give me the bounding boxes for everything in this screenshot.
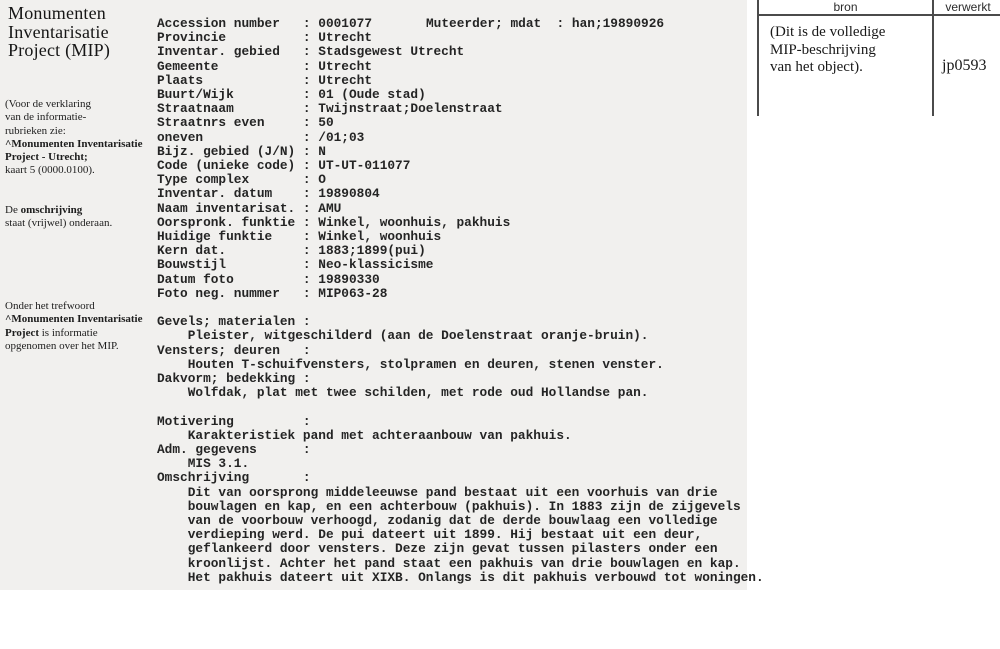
note-line xyxy=(5,98,142,111)
verwerkt-column-header: verwerkt xyxy=(945,0,991,14)
note-line xyxy=(5,164,142,177)
note-text: is informatie xyxy=(39,326,98,339)
record-section xyxy=(157,443,764,471)
section-text-row: bouwlagen en kap, en een achterbouw (pakhuis). In 1883 zijn de zijgevels xyxy=(157,498,741,514)
title-line: Inventarisatie xyxy=(8,21,109,42)
section-label-row: Gevels; materialen : xyxy=(157,314,311,330)
section-text-row: MIS 3.1. xyxy=(157,456,250,472)
field-row: Type complex : O xyxy=(157,172,326,188)
muteerder-field: Muteerder; mdat : han;19890926 xyxy=(426,16,665,31)
section-text-row: kroonlijst. Achter het pand staat een pakhuis van drie bouwlagen en kap. xyxy=(157,555,741,571)
section-text-row: Dit van oorsprong middeleeuwse pand bestaat uit een voorhuis van drie xyxy=(157,484,718,500)
section-label-row: Vensters; deuren : xyxy=(157,342,311,358)
field-row: Huidige funktie : Winkel, woonhuis xyxy=(157,229,442,245)
field-row: Accession number : 0001077 xyxy=(157,16,373,31)
field-row: Inventar. gebied : Stadsgewest Utrecht xyxy=(157,44,465,60)
section-text-row: van de voorbouw verhoogd, zodanig dat de derde bouwlaag een volledige xyxy=(157,513,718,529)
note-line xyxy=(5,300,142,313)
note-text: Project xyxy=(5,326,39,339)
record-section xyxy=(157,315,764,343)
note-text: rubrieken zie: xyxy=(5,124,66,137)
record-section xyxy=(157,344,764,372)
bron-note-line: MIP-beschrijving xyxy=(770,41,876,58)
field-row: Code (unieke code) : UT-UT-011077 xyxy=(157,158,411,174)
record-section xyxy=(157,471,764,585)
field-row: Buurt/Wijk : 01 (Oude stad) xyxy=(157,87,426,103)
note-line xyxy=(5,125,142,138)
field-row: Gemeente : Utrecht xyxy=(157,58,373,74)
note-text: omschrijving xyxy=(20,204,83,216)
note-line xyxy=(5,327,142,340)
section-label-row: Motivering : xyxy=(157,413,311,429)
title-line: Monumenten xyxy=(8,3,106,23)
note-text: ^Monumenten Inventarisatie xyxy=(5,313,143,326)
field-row: Oorspronk. funktie : Winkel, woonhuis, pakhuis xyxy=(157,214,511,230)
sidebar-note-verklaring xyxy=(5,98,142,178)
note-text: (Voor de verklaring xyxy=(5,98,91,110)
field-row: Inventar. datum : 19890804 xyxy=(157,186,380,202)
field-row: Bijz. gebied (J/N) : N xyxy=(157,143,326,159)
sidebar-note-trefwoord xyxy=(5,300,142,353)
section-label-row: Adm. gegevens : xyxy=(157,442,311,458)
section-text-row: geflankeerd door vensters. Deze zijn gevat tussen pilasters onder een xyxy=(157,541,718,557)
field-row: Naam inventarisat. : AMU xyxy=(157,200,342,216)
note-line xyxy=(5,151,142,164)
note-text: Onder het trefwoord xyxy=(5,300,95,312)
note-text: staat (vrijwel) onderaan. xyxy=(5,217,113,230)
table-column-divider xyxy=(932,0,934,116)
mip-record-form xyxy=(157,17,764,585)
note-line xyxy=(5,217,112,230)
note-text: kaart 5 (0000.0100). xyxy=(5,164,95,177)
note-text: ^Monumenten Inventarisatie xyxy=(5,137,143,150)
note-text: van de informatie- xyxy=(5,111,87,124)
sidebar-note-omschrijving xyxy=(5,204,112,231)
record-section xyxy=(157,415,764,443)
note-text: Project - Utrecht; xyxy=(5,151,88,164)
note-line xyxy=(5,313,142,326)
section-text-row: Wolfdak, plat met twee schilden, met rode oud Hollandse pan. xyxy=(157,385,649,401)
field-row: Foto neg. nummer : MIP063-28 xyxy=(157,285,388,301)
bron-column-header: bron xyxy=(833,0,858,14)
bron-note-line: (Dit is de volledige xyxy=(770,24,886,40)
table-header-underline xyxy=(759,14,1000,16)
note-line xyxy=(5,204,112,217)
section-text-row: verdieping werd. De pui dateert uit 1899. Hij bestaat uit een deur, xyxy=(157,527,703,543)
section-label-row: Dakvorm; bedekking : xyxy=(157,371,311,387)
note-text: De xyxy=(5,204,21,216)
note-line xyxy=(5,138,142,151)
field-row: Bouwstijl : Neo-klassicisme xyxy=(157,257,434,273)
field-row: Provincie : Utrecht xyxy=(157,30,373,46)
section-text-row: Karakteristiek pand met achteraanbouw van pakhuis. xyxy=(157,427,572,443)
bron-verwerkt-table xyxy=(757,0,1000,116)
field-row: Straatnrs even : 50 xyxy=(157,115,334,131)
field-row: Datum foto : 19890330 xyxy=(157,271,380,287)
record-section xyxy=(157,372,764,400)
section-text-row: Pleister, witgeschilderd (aan de Doelenstraat oranje-bruin). xyxy=(157,328,649,344)
field-row: oneven : /01;03 xyxy=(157,129,365,145)
verwerkt-cell-value: jp0593 xyxy=(942,57,987,74)
field-row: Plaats : Utrecht xyxy=(157,72,373,88)
title-line: Project (MIP) xyxy=(8,40,111,61)
section-label-row: Omschrijving : xyxy=(157,470,311,486)
note-line xyxy=(5,111,142,124)
note-line xyxy=(5,340,142,353)
page-title xyxy=(8,4,110,60)
field-row: Kern dat. : 1883;1899(pui) xyxy=(157,243,426,259)
note-text: opgenomen over het MIP. xyxy=(5,339,119,352)
bron-cell-note xyxy=(770,24,885,77)
bron-note-line: van het object). xyxy=(770,59,863,76)
field-row: Straatnaam : Twijnstraat;Doelenstraat xyxy=(157,101,503,117)
section-text-row: Houten T-schuifvensters, stolpramen en deuren, stenen venster. xyxy=(157,356,664,372)
section-text-row: Het pakhuis dateert uit XIXB. Onlangs is dit pakhuis verbouwd tot woningen. xyxy=(157,569,764,585)
